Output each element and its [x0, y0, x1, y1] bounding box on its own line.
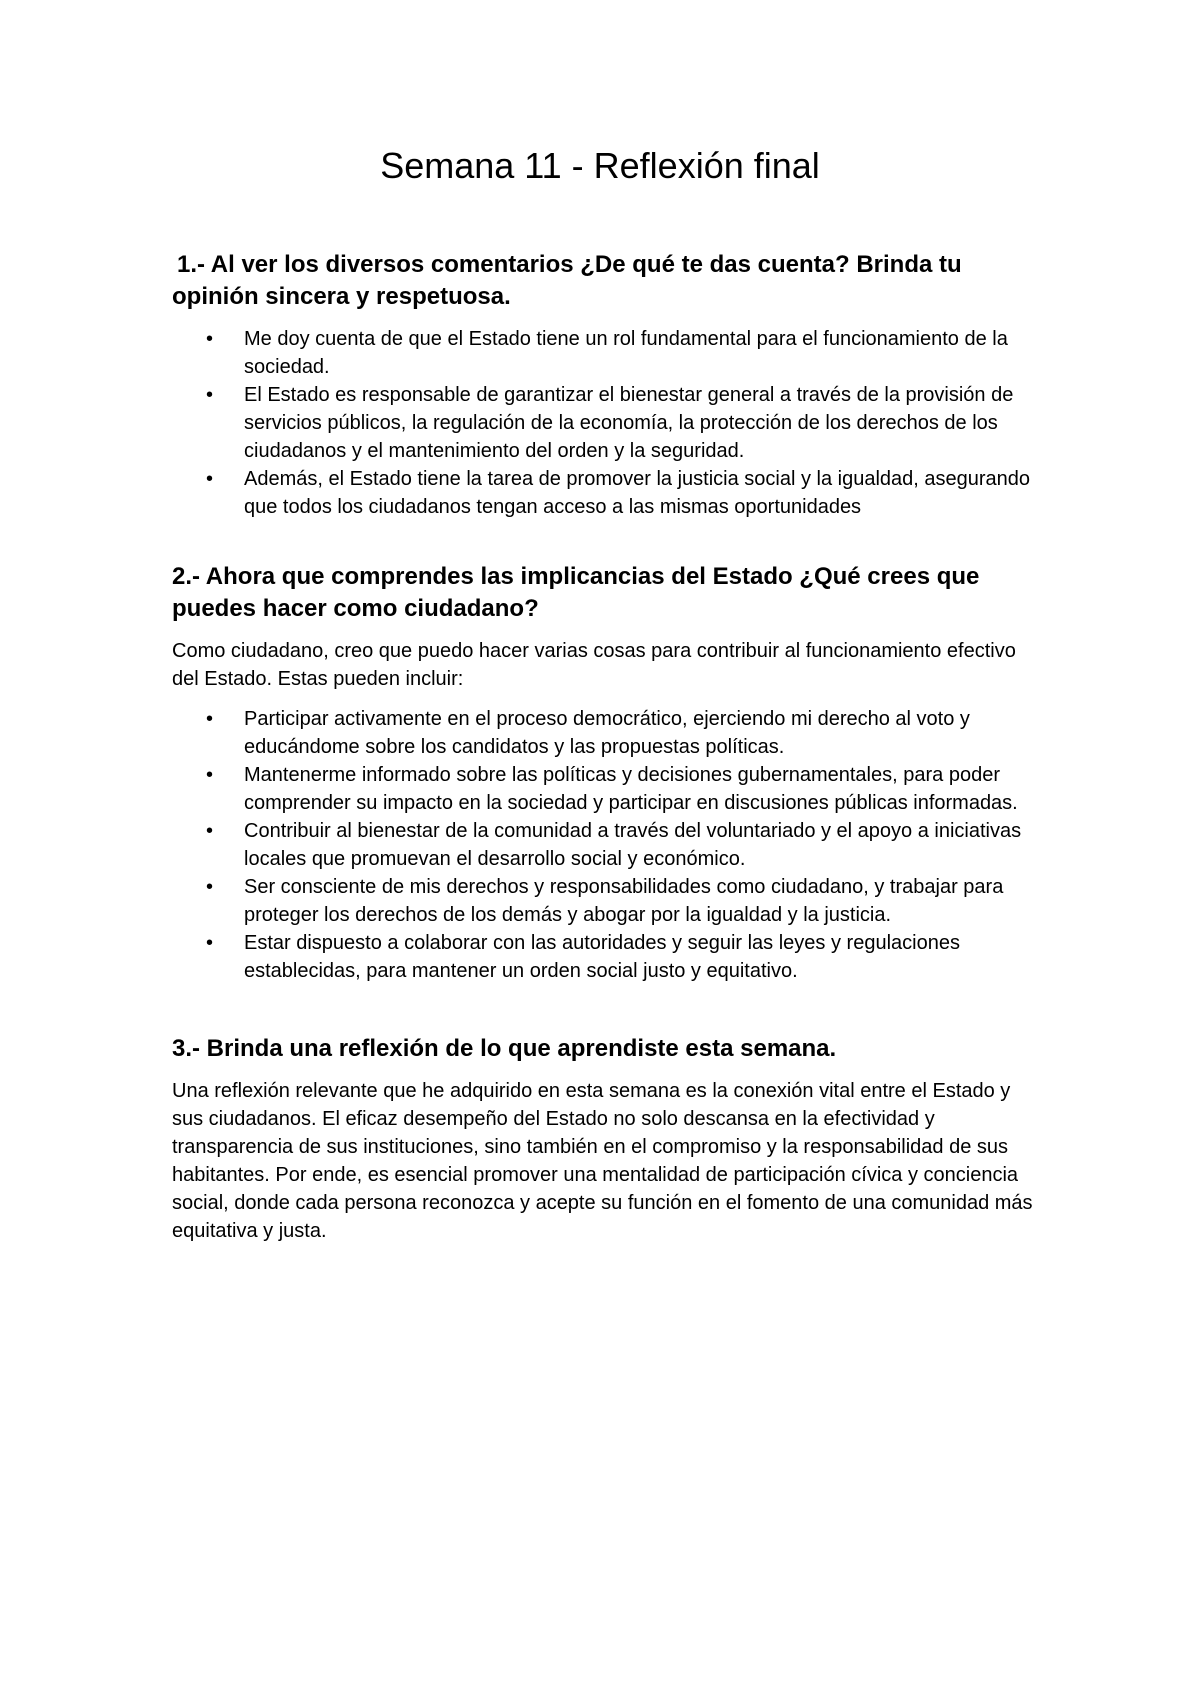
document-body	[172, 249, 1042, 1245]
list-item	[172, 761, 1042, 817]
list-item	[172, 817, 1042, 873]
bullet-icon: •	[206, 876, 214, 898]
list-item-text: Contribuir al bienestar de la comunidad a través del voluntariado y el apoyo a iniciativas locales que promuevan el desarrollo social y económico.	[244, 820, 1022, 870]
bullet-icon: •	[206, 764, 214, 786]
bullet-icon: •	[206, 468, 214, 490]
question-3-body: Una reflexión relevante que he adquirido en esta semana es la conexión vital entre el Estado y sus ciudadanos. El eficaz desempeño del Estado no solo descansa en la efectividad y transparencia de sus instituciones, sino también en el compromiso y la responsabilidad de sus habitantes. Por ende, es esencial promover una mentalidad de participación cívica y conciencia social, donde cada persona reconozca y acepte su función en el fomento de una comunidad más equitativa y justa.	[172, 1080, 1033, 1242]
question-1-list	[172, 325, 1042, 521]
bullet-icon: •	[206, 932, 214, 954]
list-item	[172, 705, 1042, 761]
bullet-icon: •	[206, 384, 214, 406]
question-2-list	[172, 705, 1042, 985]
question-2-section	[172, 561, 1042, 985]
page-title: Semana 11 - Reflexión final	[380, 145, 820, 186]
list-item-text: Participar activamente en el proceso democrático, ejerciendo mi derecho al voto y educándome sobre los candidatos y las propuestas políticas.	[244, 708, 970, 758]
question-2-intro: Como ciudadano, creo que puedo hacer varias cosas para contribuir al funcionamiento efectivo del Estado. Estas pueden incluir:	[172, 640, 1016, 690]
list-item	[172, 325, 1042, 381]
list-item	[172, 381, 1042, 465]
question-2-heading: 2.- Ahora que comprendes las implicancias del Estado ¿Qué crees que puedes hacer como ciudadano?	[172, 563, 980, 622]
bullet-icon: •	[206, 820, 214, 842]
list-item	[172, 465, 1042, 521]
bullet-icon: •	[206, 328, 214, 350]
question-1-section	[172, 249, 1042, 521]
question-3-section	[172, 1033, 1042, 1245]
list-item	[172, 873, 1042, 929]
question-1-heading: 1.- Al ver los diversos comentarios ¿De qué te das cuenta? Brinda tu opinión sincera y respetuosa.	[172, 251, 962, 310]
list-item-text: El Estado es responsable de garantizar el bienestar general a través de la provisión de servicios públicos, la regulación de la economía, la protección de los derechos de los ciudadanos y el mantenimiento del orden y la seguridad.	[244, 384, 1014, 462]
list-item-text: Ser consciente de mis derechos y responsabilidades como ciudadano, y trabajar para proteger los derechos de los demás y abogar por la igualdad y la justicia.	[244, 876, 1004, 926]
list-item	[172, 929, 1042, 985]
list-item-text: Mantenerme informado sobre las políticas y decisiones gubernamentales, para poder comprender su impacto en la sociedad y participar en discusiones públicas informadas.	[244, 764, 1018, 814]
bullet-icon: •	[206, 708, 214, 730]
list-item-text: Me doy cuenta de que el Estado tiene un rol fundamental para el funcionamiento de la sociedad.	[244, 328, 1008, 378]
list-item-text: Además, el Estado tiene la tarea de promover la justicia social y la igualdad, asegurando que todos los ciudadanos tengan acceso a las mismas oportunidades	[244, 468, 1031, 518]
list-item-text: Estar dispuesto a colaborar con las autoridades y seguir las leyes y regulaciones establecidas, para mantener un orden social justo y equitativo.	[244, 932, 960, 982]
question-3-heading: 3.- Brinda una reflexión de lo que aprendiste esta semana.	[172, 1035, 837, 1062]
